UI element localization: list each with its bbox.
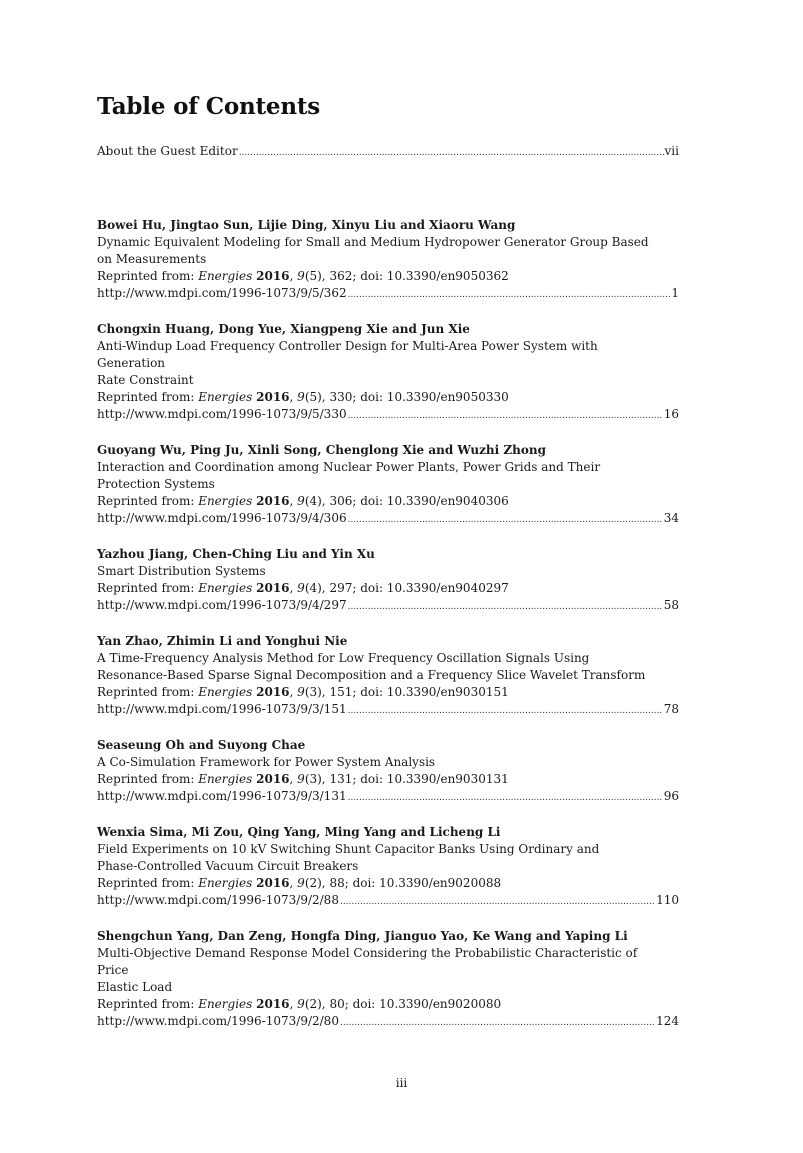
entry-title-line: A Time-Frequency Analysis Method for Low Frequency Oscillation Signals Using [97, 651, 590, 665]
toc-entry[interactable] [97, 824, 679, 911]
entry-page-number: 124 [656, 1014, 679, 1028]
journal-year: 2016 [256, 390, 290, 404]
about-label: About the Guest Editor [97, 144, 238, 158]
journal-year: 2016 [256, 269, 290, 283]
toc-entry[interactable] [97, 737, 679, 807]
entry-title-line: Smart Distribution Systems [97, 564, 266, 578]
issue-and-doi: (3), 131; doi: 10.3390/en9030131 [304, 772, 509, 786]
entry-page-number: 110 [656, 893, 679, 907]
entry-title [97, 459, 657, 493]
entry-authors: Bowei Hu, Jingtao Sun, Lijie Ding, Xinyu Liu and Xiaoru Wang [97, 218, 516, 232]
entry-page-number: 16 [663, 407, 679, 421]
journal-volume: 9 [297, 494, 305, 508]
dot-leader [348, 790, 663, 807]
journal-year: 2016 [256, 772, 290, 786]
reprint-prefix: Reprinted from: [97, 997, 199, 1011]
toc-entries [97, 217, 679, 1049]
entry-url-line [97, 892, 679, 911]
toc-entry[interactable] [97, 633, 679, 720]
entry-url[interactable]: http://www.mdpi.com/1996-1073/9/5/330 [97, 407, 347, 421]
entry-authors: Seaseung Oh and Suyong Chae [97, 738, 306, 752]
entry-page-number: 58 [663, 598, 679, 612]
entry-authors: Chongxin Huang, Dong Yue, Xiangpeng Xie and Jun Xie [97, 322, 470, 336]
entry-authors: Yan Zhao, Zhimin Li and Yonghui Nie [97, 634, 348, 648]
entry-url-line [97, 1013, 679, 1032]
dot-leader [239, 145, 664, 162]
entry-title-line: A Co-Simulation Framework for Power System Analysis [97, 755, 436, 769]
entry-title-line: Protection Systems [97, 477, 215, 491]
entry-reprint-line: Reprinted from: Energies 2016, 9(5), 330; doi: 10.3390/en9050330 [97, 390, 509, 404]
entry-authors: Yazhou Jiang, Chen-Ching Liu and Yin Xu [97, 547, 375, 561]
journal-name: Energies [198, 494, 253, 508]
entry-url-line [97, 510, 679, 529]
entry-authors: Guoyang Wu, Ping Ju, Xinli Song, Chenglong Xie and Wuzhi Zhong [97, 443, 546, 457]
entry-url[interactable]: http://www.mdpi.com/1996-1073/9/4/297 [97, 598, 347, 612]
reprint-prefix: Reprinted from: [97, 269, 199, 283]
journal-volume: 9 [297, 772, 305, 786]
toc-entry[interactable] [97, 442, 679, 529]
dot-leader [348, 703, 663, 720]
entry-title-line: Phase-Controlled Vacuum Circuit Breakers [97, 859, 359, 873]
journal-name: Energies [198, 581, 253, 595]
entry-title-line: Field Experiments on 10 kV Switching Shunt Capacitor Banks Using Ordinary and [97, 842, 600, 856]
journal-name: Energies [198, 390, 253, 404]
entry-title [97, 234, 657, 268]
entry-title-line: Multi-Objective Demand Response Model Considering the Probabilistic Characteristic of Price [97, 946, 638, 977]
journal-name: Energies [198, 269, 253, 283]
footer-page-number: iii [395, 1076, 408, 1090]
entry-title [97, 338, 657, 389]
reprint-prefix: Reprinted from: [97, 390, 199, 404]
issue-and-doi: (2), 88; doi: 10.3390/en9020088 [304, 876, 502, 890]
journal-volume: 9 [297, 876, 305, 890]
toc-about-line[interactable] [97, 143, 679, 162]
about-page-number: vii [664, 144, 679, 158]
journal-year: 2016 [256, 997, 290, 1011]
dot-leader [340, 894, 655, 911]
entry-title-line: Dynamic Equivalent Modeling for Small and Medium Hydropower Generator Group Based [97, 235, 649, 249]
entry-title-line: Elastic Load [97, 980, 173, 994]
journal-year: 2016 [256, 581, 290, 595]
entry-url-line [97, 788, 679, 807]
journal-volume: 9 [297, 269, 305, 283]
page-footer [0, 1076, 803, 1090]
dot-leader [348, 408, 663, 425]
entry-title-line: Anti-Windup Load Frequency Controller Design for Multi-Area Power System with Generation [97, 339, 598, 370]
entry-url-line [97, 701, 679, 720]
journal-year: 2016 [256, 876, 290, 890]
entry-reprint-line: Reprinted from: Energies 2016, 9(4), 306; doi: 10.3390/en9040306 [97, 494, 509, 508]
entry-url[interactable]: http://www.mdpi.com/1996-1073/9/4/306 [97, 511, 347, 525]
journal-name: Energies [198, 685, 253, 699]
entry-title-line: Interaction and Coordination among Nuclear Power Plants, Power Grids and Their [97, 460, 601, 474]
toc-entry[interactable] [97, 217, 679, 304]
entry-reprint-line: Reprinted from: Energies 2016, 9(2), 80; doi: 10.3390/en9020080 [97, 997, 502, 1011]
entry-title-line: on Measurements [97, 252, 207, 266]
entry-url-line [97, 285, 679, 304]
journal-volume: 9 [297, 685, 305, 699]
entry-reprint-line: Reprinted from: Energies 2016, 9(3), 151; doi: 10.3390/en9030151 [97, 685, 509, 699]
toc-entry[interactable] [97, 321, 679, 425]
entry-title [97, 563, 657, 580]
journal-volume: 9 [297, 997, 305, 1011]
entry-url[interactable]: http://www.mdpi.com/1996-1073/9/3/131 [97, 789, 347, 803]
entry-title [97, 754, 657, 771]
entry-title-line: Rate Constraint [97, 373, 194, 387]
entry-authors: Wenxia Sima, Mi Zou, Qing Yang, Ming Yang and Licheng Li [97, 825, 501, 839]
entry-reprint-line: Reprinted from: Energies 2016, 9(2), 88; doi: 10.3390/en9020088 [97, 876, 502, 890]
reprint-prefix: Reprinted from: [97, 581, 199, 595]
entry-reprint-line: Reprinted from: Energies 2016, 9(5), 362; doi: 10.3390/en9050362 [97, 269, 509, 283]
entry-page-number: 34 [663, 511, 679, 525]
entry-url-line [97, 406, 679, 425]
journal-name: Energies [198, 997, 253, 1011]
dot-leader [348, 512, 663, 529]
toc-entry[interactable] [97, 546, 679, 616]
entry-authors: Shengchun Yang, Dan Zeng, Hongfa Ding, Jianguo Yao, Ke Wang and Yaping Li [97, 929, 628, 943]
issue-and-doi: (5), 362; doi: 10.3390/en9050362 [304, 269, 509, 283]
dot-leader [340, 1015, 655, 1032]
entry-page-number: 1 [671, 286, 679, 300]
entry-reprint-line: Reprinted from: Energies 2016, 9(4), 297; doi: 10.3390/en9040297 [97, 581, 509, 595]
entry-page-number: 96 [663, 789, 679, 803]
entry-url[interactable]: http://www.mdpi.com/1996-1073/9/2/88 [97, 893, 339, 907]
page-title: Table of Contents [97, 93, 321, 120]
entry-title [97, 841, 657, 875]
issue-and-doi: (4), 306; doi: 10.3390/en9040306 [304, 494, 509, 508]
journal-year: 2016 [256, 685, 290, 699]
entry-url-line [97, 597, 679, 616]
issue-and-doi: (3), 151; doi: 10.3390/en9030151 [304, 685, 509, 699]
entry-url[interactable]: http://www.mdpi.com/1996-1073/9/3/151 [97, 702, 347, 716]
journal-name: Energies [198, 772, 253, 786]
journal-name: Energies [198, 876, 253, 890]
journal-volume: 9 [297, 581, 305, 595]
entry-url[interactable]: http://www.mdpi.com/1996-1073/9/2/80 [97, 1014, 339, 1028]
issue-and-doi: (2), 80; doi: 10.3390/en9020080 [304, 997, 502, 1011]
reprint-prefix: Reprinted from: [97, 772, 199, 786]
entry-page-number: 78 [663, 702, 679, 716]
reprint-prefix: Reprinted from: [97, 876, 199, 890]
issue-and-doi: (4), 297; doi: 10.3390/en9040297 [304, 581, 509, 595]
journal-volume: 9 [297, 390, 305, 404]
dot-leader [348, 599, 663, 616]
dot-leader [348, 287, 671, 304]
entry-title [97, 945, 657, 996]
issue-and-doi: (5), 330; doi: 10.3390/en9050330 [304, 390, 509, 404]
entry-title-line: Resonance-Based Sparse Signal Decomposition and a Frequency Slice Wavelet Transform [97, 668, 646, 682]
entry-reprint-line: Reprinted from: Energies 2016, 9(3), 131; doi: 10.3390/en9030131 [97, 772, 509, 786]
journal-year: 2016 [256, 494, 290, 508]
entry-url[interactable]: http://www.mdpi.com/1996-1073/9/5/362 [97, 286, 347, 300]
entry-title [97, 650, 657, 684]
reprint-prefix: Reprinted from: [97, 494, 199, 508]
reprint-prefix: Reprinted from: [97, 685, 199, 699]
toc-entry[interactable] [97, 928, 679, 1032]
